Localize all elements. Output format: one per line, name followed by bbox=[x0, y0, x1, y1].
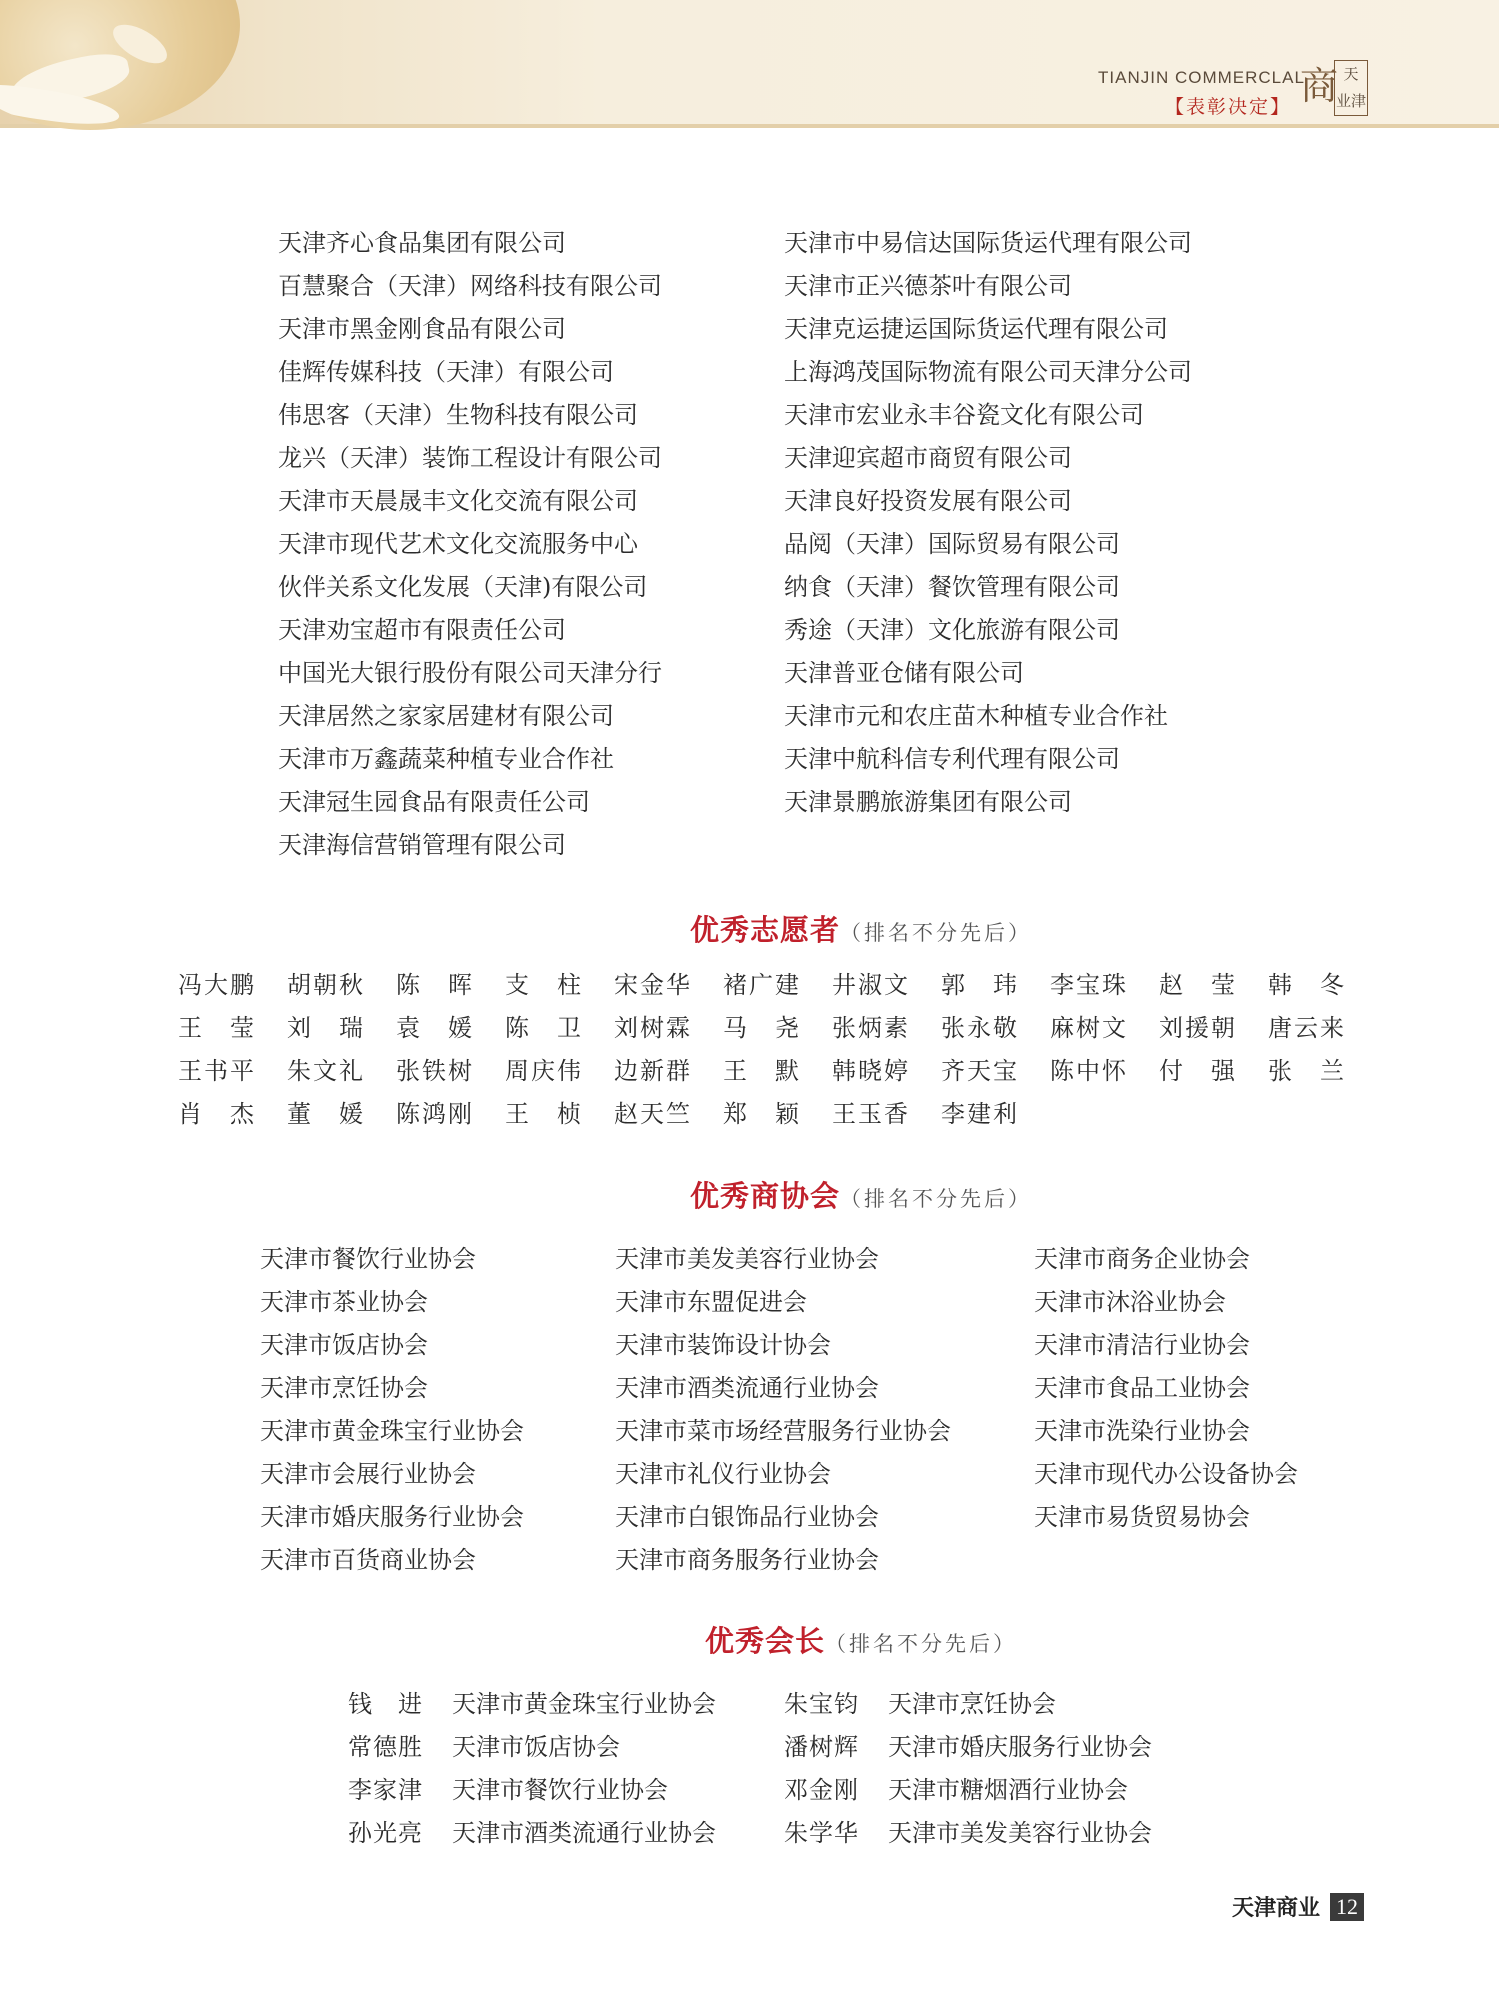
volunteer-name: 李建利 bbox=[941, 1100, 1017, 1128]
association-item: 天津市东盟促进会 bbox=[615, 1288, 807, 1316]
president-association: 天津市婚庆服务行业协会 bbox=[888, 1733, 1152, 1761]
volunteer-name: 井淑文 bbox=[832, 971, 908, 999]
logo-side-bottom: 业津 bbox=[1335, 92, 1366, 110]
association-item: 天津市礼仪行业协会 bbox=[615, 1460, 831, 1488]
company-item: 天津普亚仓储有限公司 bbox=[784, 659, 1024, 687]
association-item: 天津市商务企业协会 bbox=[1034, 1245, 1250, 1273]
volunteer-name: 赵天竺 bbox=[614, 1100, 690, 1128]
company-item: 天津市正兴德茶叶有限公司 bbox=[784, 272, 1072, 300]
volunteer-name: 韩冬 bbox=[1268, 971, 1344, 999]
volunteer-name: 朱文礼 bbox=[287, 1057, 363, 1085]
president-name: 李家津 bbox=[348, 1776, 422, 1804]
president-association: 天津市饭店协会 bbox=[452, 1733, 620, 1761]
association-item: 天津市饭店协会 bbox=[260, 1331, 428, 1359]
company-item: 天津居然之家家居建材有限公司 bbox=[278, 702, 614, 730]
presidents-note: （排名不分先后） bbox=[825, 1632, 1018, 1656]
company-item: 天津冠生园食品有限责任公司 bbox=[278, 788, 590, 816]
association-item: 天津市百货商业协会 bbox=[260, 1546, 476, 1574]
company-list-right bbox=[784, 222, 1192, 824]
volunteer-name: 刘瑞 bbox=[287, 1014, 363, 1042]
associations-title: 优秀商协会 bbox=[690, 1179, 841, 1213]
volunteer-name: 支柱 bbox=[505, 971, 581, 999]
volunteer-name: 陈鸿刚 bbox=[396, 1100, 472, 1128]
presidents-heading bbox=[705, 1619, 1017, 1660]
brand-english: TIANJIN COMMERCLAL bbox=[1098, 68, 1305, 87]
volunteer-name: 赵莹 bbox=[1159, 971, 1235, 999]
associations-heading bbox=[690, 1174, 1032, 1215]
association-item: 天津市烹饪协会 bbox=[260, 1374, 428, 1402]
page-header bbox=[0, 0, 1499, 128]
company-item: 天津市中易信达国际货运代理有限公司 bbox=[784, 229, 1192, 257]
company-item: 秀途（天津）文化旅游有限公司 bbox=[784, 616, 1120, 644]
president-name: 钱进 bbox=[348, 1690, 422, 1718]
company-item: 中国光大银行股份有限公司天津分行 bbox=[278, 659, 662, 687]
association-item: 天津市婚庆服务行业协会 bbox=[260, 1503, 524, 1531]
magazine-name: 天津商业 bbox=[1232, 1895, 1321, 1920]
volunteer-name: 唐云来 bbox=[1268, 1014, 1344, 1042]
volunteer-name: 张永敬 bbox=[941, 1014, 1017, 1042]
volunteer-name: 郭玮 bbox=[941, 971, 1017, 999]
volunteer-name: 王莹 bbox=[178, 1014, 254, 1042]
volunteer-name: 刘树霖 bbox=[614, 1014, 690, 1042]
president-association: 天津市糖烟酒行业协会 bbox=[888, 1776, 1128, 1804]
president-name: 常德胜 bbox=[348, 1733, 422, 1761]
association-list-col1 bbox=[260, 1238, 524, 1582]
company-item: 伟思客（天津）生物科技有限公司 bbox=[278, 401, 638, 429]
company-item: 天津景鹏旅游集团有限公司 bbox=[784, 788, 1072, 816]
volunteer-name: 王书平 bbox=[178, 1057, 254, 1085]
volunteer-name: 马尧 bbox=[723, 1014, 799, 1042]
president-name: 潘树辉 bbox=[784, 1733, 858, 1761]
association-item: 天津市易货贸易协会 bbox=[1034, 1503, 1250, 1531]
logo-side-top: 天 bbox=[1343, 65, 1359, 83]
volunteer-name: 韩晓婷 bbox=[832, 1057, 908, 1085]
association-item: 天津市黄金珠宝行业协会 bbox=[260, 1417, 524, 1445]
company-item: 天津迎宾超市商贸有限公司 bbox=[784, 444, 1072, 472]
volunteer-name: 周庆伟 bbox=[505, 1057, 581, 1085]
volunteer-name: 齐天宝 bbox=[941, 1057, 1017, 1085]
association-item: 天津市装饰设计协会 bbox=[615, 1331, 831, 1359]
president-name: 邓金刚 bbox=[784, 1776, 858, 1804]
company-item: 天津齐心食品集团有限公司 bbox=[278, 229, 566, 257]
company-item: 天津市现代艺术文化交流服务中心 bbox=[278, 530, 638, 558]
president-list-right bbox=[784, 1683, 1152, 1855]
president-association: 天津市美发美容行业协会 bbox=[888, 1819, 1152, 1847]
association-list-col2 bbox=[615, 1238, 951, 1582]
president-association: 天津市餐饮行业协会 bbox=[452, 1776, 668, 1804]
company-item: 品阅（天津）国际贸易有限公司 bbox=[784, 530, 1120, 558]
president-name: 朱宝钧 bbox=[784, 1690, 858, 1718]
volunteer-name: 胡朝秋 bbox=[287, 971, 363, 999]
president-list-left bbox=[348, 1683, 716, 1855]
volunteer-name: 张铁树 bbox=[396, 1057, 472, 1085]
volunteer-name: 张兰 bbox=[1268, 1057, 1344, 1085]
association-item: 天津市清洁行业协会 bbox=[1034, 1331, 1250, 1359]
company-item: 上海鸿茂国际物流有限公司天津分公司 bbox=[784, 358, 1192, 386]
volunteer-name: 褚广建 bbox=[723, 971, 799, 999]
volunteer-name: 付强 bbox=[1159, 1057, 1235, 1085]
magazine-logo bbox=[1300, 58, 1366, 116]
volunteer-name: 袁媛 bbox=[396, 1014, 472, 1042]
president-row bbox=[784, 1726, 1152, 1769]
presidents-title: 优秀会长 bbox=[705, 1624, 826, 1658]
volunteer-name: 李宝珠 bbox=[1050, 971, 1126, 999]
president-row bbox=[348, 1683, 716, 1726]
president-name: 孙光亮 bbox=[348, 1819, 422, 1847]
volunteer-name: 王默 bbox=[723, 1057, 799, 1085]
volunteer-name: 董媛 bbox=[287, 1100, 363, 1128]
association-item: 天津市会展行业协会 bbox=[260, 1460, 476, 1488]
volunteer-name: 郑颖 bbox=[723, 1100, 799, 1128]
volunteer-name: 陈晖 bbox=[396, 971, 472, 999]
president-name: 朱学华 bbox=[784, 1819, 858, 1847]
company-item: 天津海信营销管理有限公司 bbox=[278, 831, 566, 859]
volunteer-name: 边新群 bbox=[614, 1057, 690, 1085]
president-association: 天津市酒类流通行业协会 bbox=[452, 1819, 716, 1847]
association-item: 天津市茶业协会 bbox=[260, 1288, 428, 1316]
section-label: 【表彰决定】 bbox=[1165, 96, 1292, 118]
company-item: 天津劝宝超市有限责任公司 bbox=[278, 616, 566, 644]
association-item: 天津市餐饮行业协会 bbox=[260, 1245, 476, 1273]
company-item: 天津市万鑫蔬菜种植专业合作社 bbox=[278, 745, 614, 773]
volunteer-name: 王玉香 bbox=[832, 1100, 908, 1128]
associations-note: （排名不分先后） bbox=[840, 1187, 1033, 1211]
association-item: 天津市商务服务行业协会 bbox=[615, 1546, 879, 1574]
company-item: 天津市宏业永丰谷瓷文化有限公司 bbox=[784, 401, 1144, 429]
association-list-col3 bbox=[1034, 1238, 1298, 1539]
president-row bbox=[348, 1812, 716, 1855]
company-item: 天津良好投资发展有限公司 bbox=[784, 487, 1072, 515]
volunteer-name: 陈卫 bbox=[505, 1014, 581, 1042]
company-item: 天津市黑金刚食品有限公司 bbox=[278, 315, 566, 343]
volunteer-name: 陈中怀 bbox=[1050, 1057, 1126, 1085]
president-row bbox=[784, 1683, 1152, 1726]
association-item: 天津市食品工业协会 bbox=[1034, 1374, 1250, 1402]
volunteers-title: 优秀志愿者 bbox=[690, 913, 841, 947]
volunteer-name: 肖杰 bbox=[178, 1100, 254, 1128]
company-item: 纳食（天津）餐饮管理有限公司 bbox=[784, 573, 1120, 601]
president-row bbox=[784, 1769, 1152, 1812]
company-item: 天津市天晨晟丰文化交流有限公司 bbox=[278, 487, 638, 515]
volunteers-heading bbox=[690, 908, 1032, 949]
volunteer-name: 张炳素 bbox=[832, 1014, 908, 1042]
association-item: 天津市沐浴业协会 bbox=[1034, 1288, 1226, 1316]
globe-decoration bbox=[0, 0, 240, 130]
page-number: 12 bbox=[1330, 1893, 1364, 1921]
association-item: 天津市白银饰品行业协会 bbox=[615, 1503, 879, 1531]
company-item: 天津克运捷运国际货运代理有限公司 bbox=[784, 315, 1168, 343]
president-association: 天津市烹饪协会 bbox=[888, 1690, 1056, 1718]
volunteer-name: 刘援朝 bbox=[1159, 1014, 1235, 1042]
company-item: 天津中航科信专利代理有限公司 bbox=[784, 745, 1120, 773]
volunteer-name: 王桢 bbox=[505, 1100, 581, 1128]
company-item: 龙兴（天津）装饰工程设计有限公司 bbox=[278, 444, 662, 472]
volunteers-grid bbox=[178, 964, 1377, 1136]
logo-side-box bbox=[1334, 60, 1368, 116]
company-item: 佳辉传媒科技（天津）有限公司 bbox=[278, 358, 614, 386]
company-item: 百慧聚合（天津）网络科技有限公司 bbox=[278, 272, 662, 300]
company-item: 天津市元和农庄苗木种植专业合作社 bbox=[784, 702, 1168, 730]
volunteers-note: （排名不分先后） bbox=[840, 921, 1033, 945]
page-footer bbox=[1232, 1891, 1364, 1922]
logo-main-char: 商 bbox=[1300, 64, 1339, 108]
president-row bbox=[784, 1812, 1152, 1855]
president-row bbox=[348, 1769, 716, 1812]
association-item: 天津市现代办公设备协会 bbox=[1034, 1460, 1298, 1488]
company-item: 伙伴关系文化发展（天津)有限公司 bbox=[278, 573, 648, 601]
president-row bbox=[348, 1726, 716, 1769]
association-item: 天津市酒类流通行业协会 bbox=[615, 1374, 879, 1402]
association-item: 天津市洗染行业协会 bbox=[1034, 1417, 1250, 1445]
volunteer-name: 宋金华 bbox=[614, 971, 690, 999]
volunteer-name: 冯大鹏 bbox=[178, 971, 254, 999]
company-list-left bbox=[278, 222, 662, 867]
association-item: 天津市美发美容行业协会 bbox=[615, 1245, 879, 1273]
association-item: 天津市菜市场经营服务行业协会 bbox=[615, 1417, 951, 1445]
volunteer-name: 麻树文 bbox=[1050, 1014, 1126, 1042]
president-association: 天津市黄金珠宝行业协会 bbox=[452, 1690, 716, 1718]
